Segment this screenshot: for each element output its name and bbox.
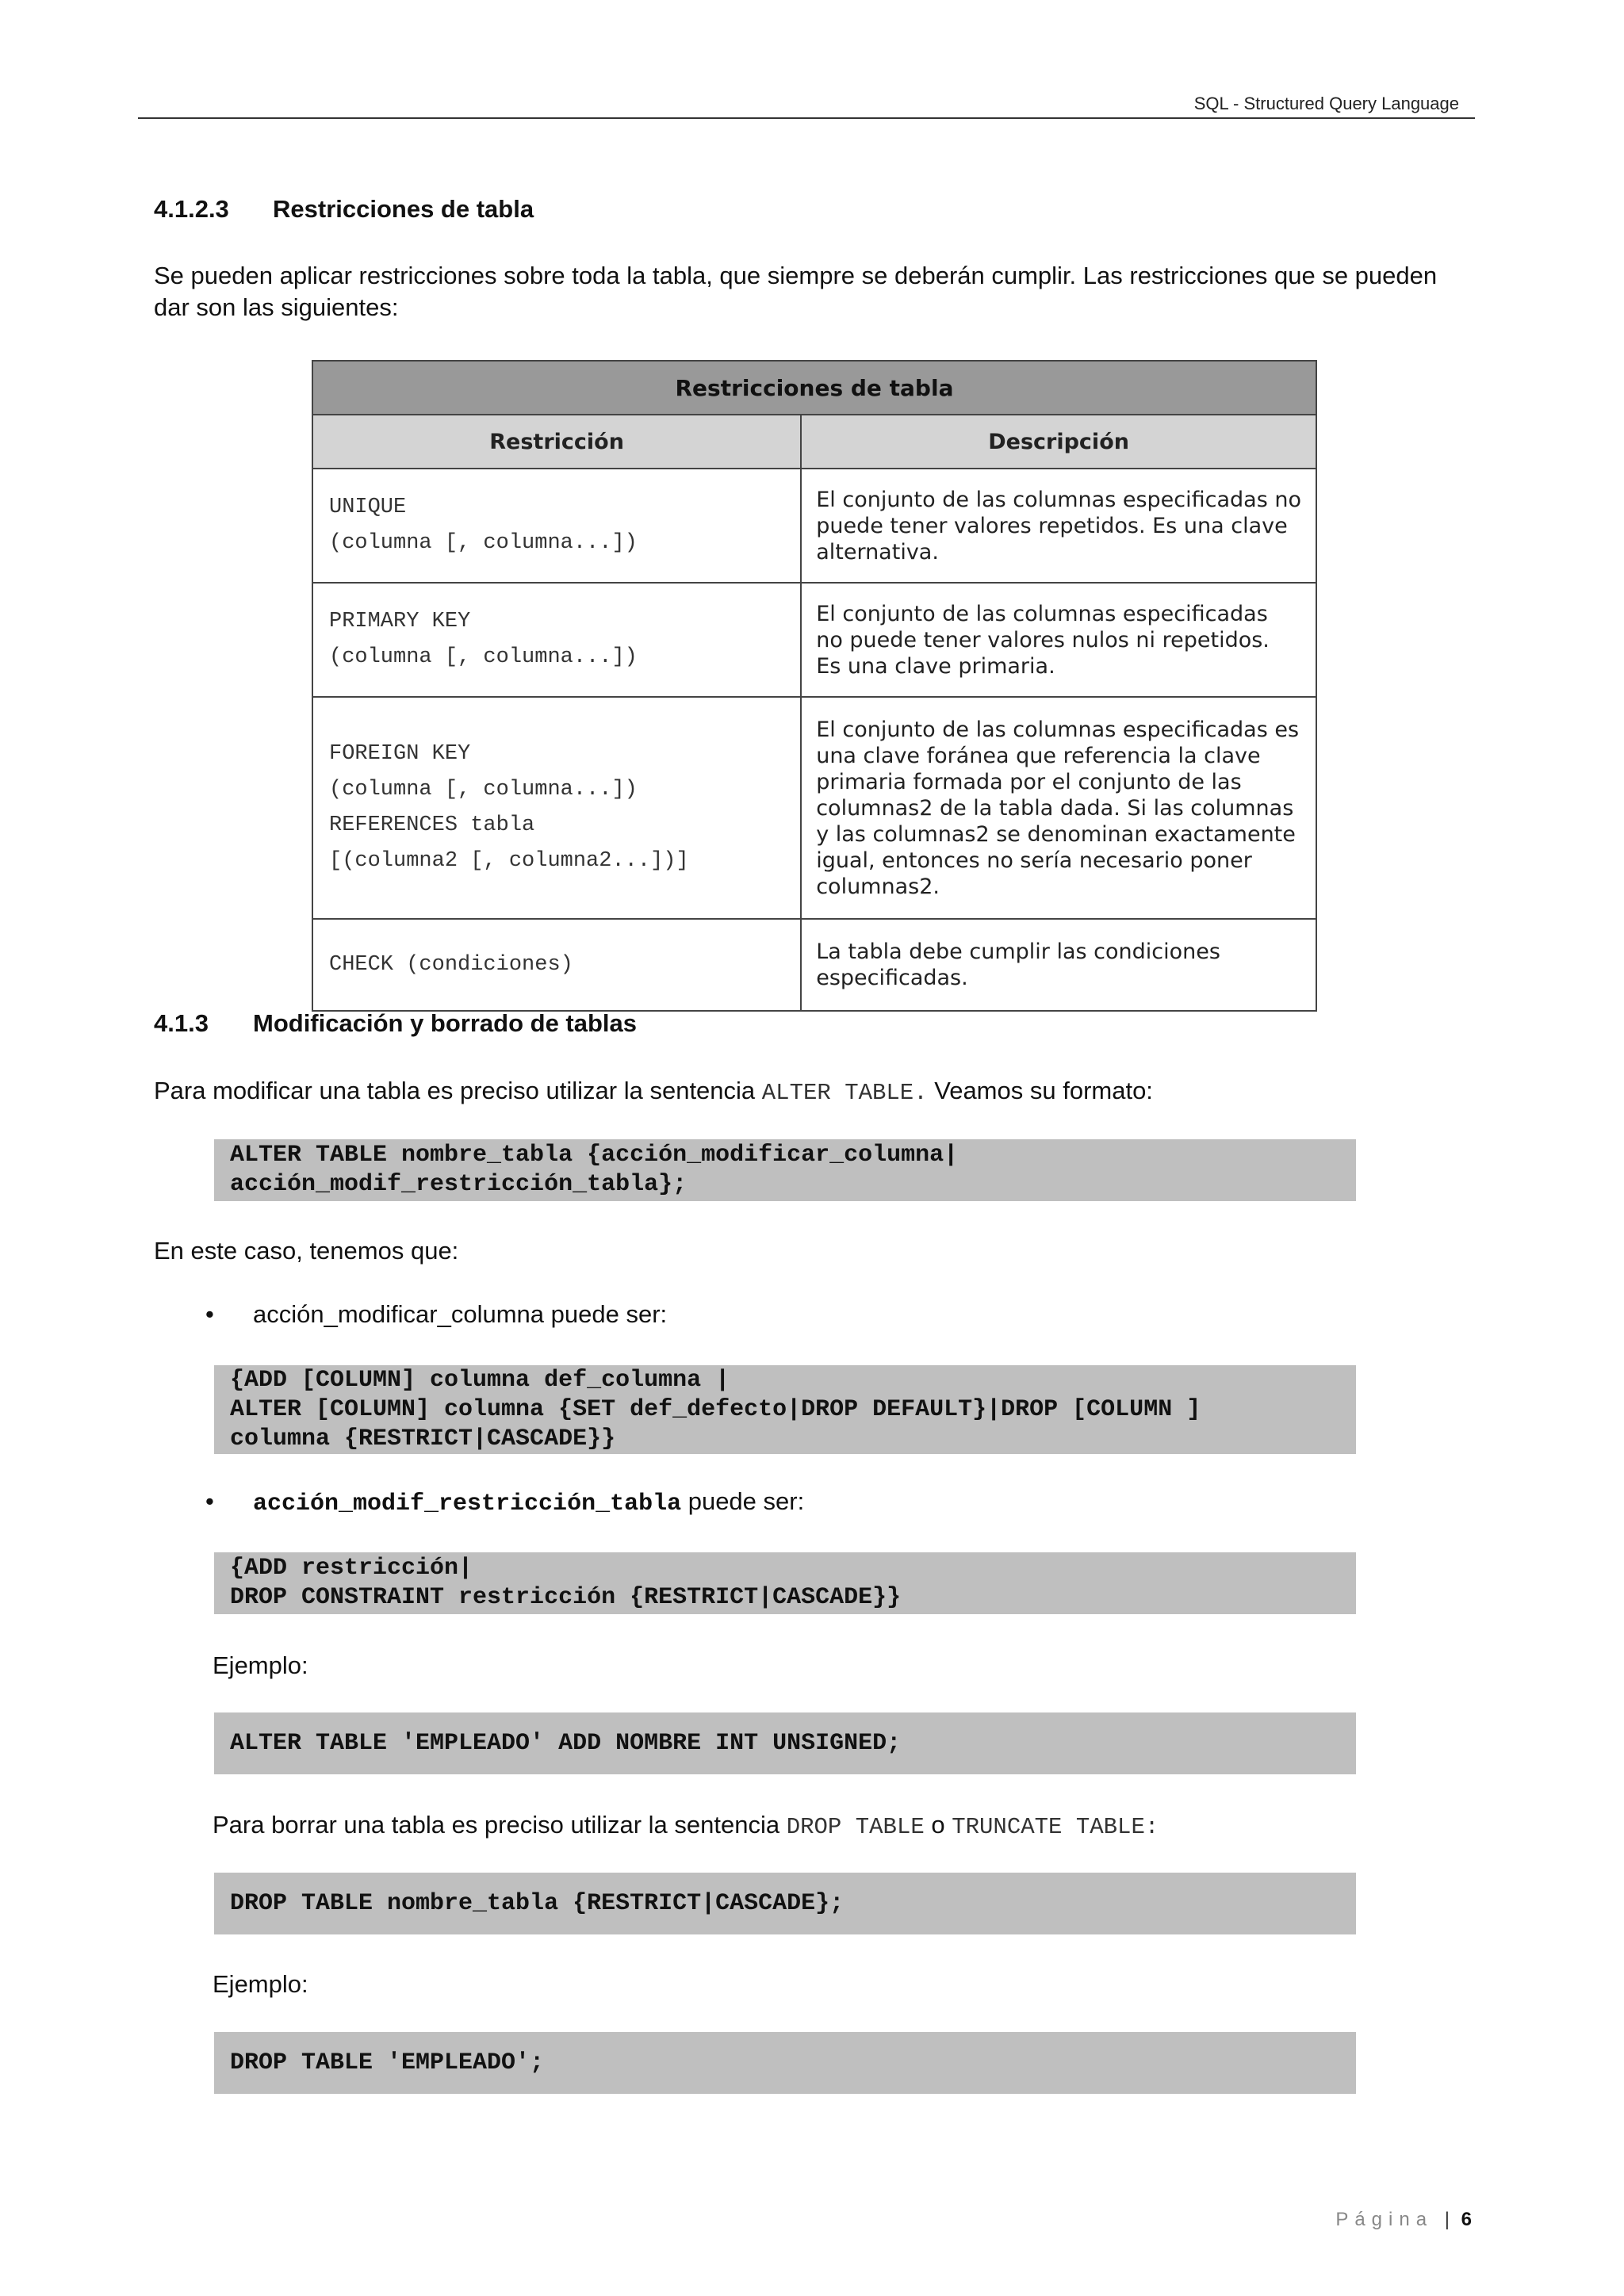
restriccion-line: UNIQUE [329,496,407,519]
code-line: {ADD restricción| [230,1555,473,1582]
intro-line-1: Se pueden aplicar restricciones sobre toda la tabla, que siempre se deberán cumplir. Las restricciones que se pueden [154,262,1438,289]
descripcion-line: primaria formada por el conjunto de las [816,769,1242,794]
running-header: SQL - Structured Query Language [1193,94,1459,113]
descripcion-line: puede tener valores repetidos. Es una clave [816,513,1288,538]
cell-descripcion [801,469,1316,583]
en-este-caso-paragraph: En este caso, tenemos que: [154,1237,459,1265]
section-title: Modificación y borrado de tablas [253,1009,638,1037]
code-line: DROP CONSTRAINT restricción {RESTRICT|CASCADE}} [230,1584,902,1611]
intro-line-2: dar son las siguientes: [154,293,399,321]
restriccion-line: (columna [, columna...]) [329,531,638,555]
descripcion-line: alternativa. [816,539,939,564]
page-footer [1335,2209,1472,2231]
cell-descripcion [801,697,1316,919]
section-number: 4.1.3 [154,1009,209,1037]
descripcion-line: columnas2. [816,874,940,899]
intro-paragraph [154,260,1486,323]
code-line: {ADD [COLUMN] columna def_columna | [230,1366,730,1394]
descripcion-line: El conjunto de las columnas especificadas [816,601,1268,626]
footer-separator: | [1444,2209,1450,2230]
paragraph-text: o [924,1811,952,1839]
ejemplo-label-1: Ejemplo: [213,1651,308,1679]
paragraph-text: Para borrar una tabla es preciso utilizar la sentencia [213,1811,787,1839]
column-header-descripcion: Descripción [801,415,1316,469]
paragraph-text: Para modificar una tabla es preciso utilizar la sentencia [154,1077,762,1104]
descripcion-line: especificadas. [816,966,968,990]
alter-table-paragraph [154,1075,1153,1109]
bullet-marker: • [205,1487,214,1515]
restrictions-table [312,360,1317,1012]
code-line: ALTER [COLUMN] columna {SET def_defecto|DROP DEFAULT}|DROP [COLUMN ] [230,1395,1201,1423]
code-line: acción_modif_restricción_tabla}; [230,1171,688,1198]
section-heading-413 [154,1009,637,1038]
code-block-modificar-columna [214,1365,1356,1454]
inline-code: TRUNCATE TABLE: [952,1814,1159,1840]
descripcion-line: y las columnas2 se denominan exactamente [816,821,1296,847]
section-title: Restricciones de tabla [273,195,534,223]
code-line: DROP TABLE 'EMPLEADO'; [230,2049,545,2076]
code-block-alter-format [214,1139,1356,1201]
code-block-alter-example [214,1712,1356,1774]
table-row [312,583,1316,697]
descripcion-line: igual, entonces no sería necesario poner [816,848,1252,873]
code-block-modif-restriccion [214,1552,1356,1614]
restriccion-line: CHECK (condiciones) [329,952,573,977]
cell-restriccion [312,697,801,919]
ejemplo-label-2: Ejemplo: [213,1970,308,1998]
page-number: 6 [1461,2209,1472,2230]
table-row [312,697,1316,919]
cell-restriccion [312,469,801,583]
cell-descripcion [801,583,1316,697]
bullet-text: acción_modificar_columna puede ser: [253,1300,668,1328]
table-header-row [312,415,1316,469]
paragraph-text: Veamos su formato: [927,1077,1153,1104]
section-number: 4.1.2.3 [154,195,229,223]
descripcion-line: columnas2 de la tabla dada. Si las columnas [816,795,1294,821]
descripcion-line: no puede tener valores nulos ni repetidos. [816,627,1270,652]
restriccion-line: (columna [, columna...]) [329,778,638,802]
table-row [312,469,1316,583]
descripcion-line: El conjunto de las columnas especificadas no [816,487,1301,512]
restriccion-line: FOREIGN KEY [329,742,471,766]
header-rule [138,117,1475,119]
code-line: columna {RESTRICT|CASCADE}} [230,1425,616,1452]
code-line: ALTER TABLE nombre_tabla {acción_modificar_columna| [230,1142,959,1169]
cell-restriccion [312,583,801,697]
bullet-text-suffix: puede ser: [681,1487,805,1515]
bullet-text [253,1487,804,1517]
descripcion-line: El conjunto de las columnas especificadas es [816,717,1300,742]
table-caption: Restricciones de tabla [312,361,1316,415]
restriccion-line: (columna [, columna...]) [329,645,638,669]
restriccion-line: PRIMARY KEY [329,610,471,633]
restriccion-line: [(columna2 [, columna2...])] [329,849,689,873]
column-header-restriccion: Restricción [312,415,801,469]
inline-code: acción_modif_restricción_tabla [253,1490,682,1517]
footer-label: Página [1335,2209,1434,2230]
drop-table-paragraph [213,1809,1159,1843]
table-row [312,919,1316,1011]
section-heading-4123 [154,195,534,224]
bullet-marker: • [205,1300,214,1328]
table-caption-row [312,361,1316,415]
restriccion-line: REFERENCES tabla [329,813,535,837]
descripcion-line: Es una clave primaria. [816,653,1055,679]
cell-restriccion [312,919,801,1011]
code-line: DROP TABLE nombre_tabla {RESTRICT|CASCADE}; [230,1889,845,1917]
inline-code: ALTER TABLE. [761,1080,928,1106]
inline-code: DROP TABLE [786,1814,925,1840]
code-line: ALTER TABLE 'EMPLEADO' ADD NOMBRE INT UNSIGNED; [230,1729,902,1757]
descripcion-line: una clave foránea que referencia la clave [816,743,1261,768]
code-block-drop-format [214,1873,1356,1934]
descripcion-line: La tabla debe cumplir las condiciones [816,939,1220,964]
cell-descripcion [801,919,1316,1011]
code-block-drop-example [214,2032,1356,2094]
